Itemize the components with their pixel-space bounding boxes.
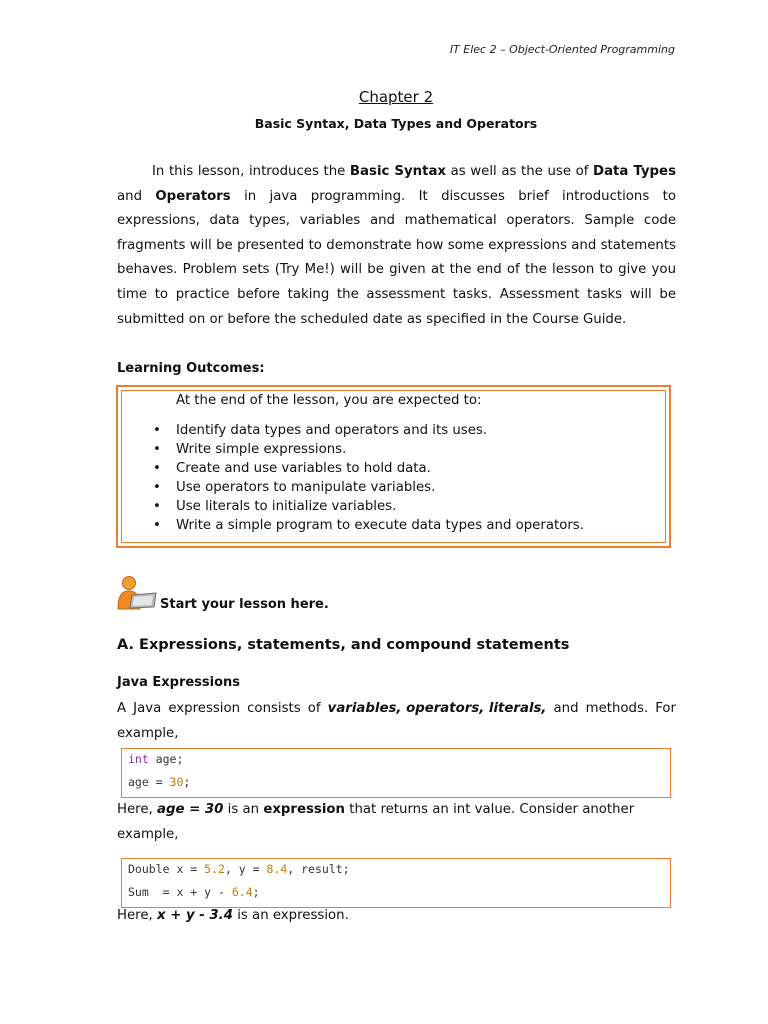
student-laptop-icon bbox=[116, 575, 160, 611]
chapter-subtitle: Basic Syntax, Data Types and Operators bbox=[254, 116, 538, 131]
para-text: is an bbox=[223, 802, 264, 817]
code-text: Double x = bbox=[128, 862, 205, 876]
list-item: • Write a simple program to execute data types and operators. bbox=[150, 516, 584, 535]
code-line bbox=[128, 885, 260, 899]
para-bold-italic-term: x + y - 3.4 bbox=[157, 908, 233, 923]
para-text: Here, bbox=[117, 802, 157, 817]
learning-outcomes-intro: At the end of the lesson, you are expected to: bbox=[176, 393, 482, 408]
code-text: , y = bbox=[224, 862, 267, 876]
learning-outcomes-heading: Learning Outcomes: bbox=[117, 361, 265, 376]
intro-text: in java programming. It discusses brief introductions to expressions, data types, variables and mathematical operators. Sample code fragments will be presented to demonstrate how some expressions and statements behaves. Problem sets (Try Me!) will be given at the end of the lesson to give you time to practice before taking the assessment tasks. Assessment tasks will be submitted on or before the scheduled date as specified in the Course Guide. bbox=[117, 188, 676, 327]
code-line bbox=[128, 775, 190, 789]
para-text: Here, bbox=[117, 908, 157, 923]
list-item: • Create and use variables to hold data. bbox=[150, 459, 584, 478]
para-word: consists bbox=[247, 701, 301, 716]
para-bold-term: expression bbox=[263, 802, 345, 817]
start-lesson-label: Start your lesson here. bbox=[160, 597, 329, 612]
intro-bold-basic-syntax: Basic Syntax bbox=[349, 164, 447, 179]
code-keyword: int bbox=[128, 752, 149, 766]
code-text: ; bbox=[252, 885, 260, 899]
code-text: ; bbox=[183, 775, 191, 789]
para-text: is an expression. bbox=[232, 908, 349, 923]
section-a-heading: A. Expressions, statements, and compound statements bbox=[117, 637, 570, 653]
code-text: Sum = x + y - bbox=[128, 885, 232, 899]
para-bold-italic-term: age = 30 bbox=[157, 802, 224, 817]
code-number: 6.4 bbox=[231, 885, 253, 899]
second-expression-paragraph bbox=[117, 908, 349, 923]
intro-text: as well as the use of bbox=[446, 164, 594, 179]
code-line bbox=[128, 862, 350, 876]
para-word: expression bbox=[168, 701, 241, 716]
para-line: example, bbox=[117, 725, 179, 741]
para-word: and bbox=[553, 701, 579, 716]
expression-explanation-paragraph bbox=[117, 797, 677, 847]
running-header: IT Elec 2 – Object-Oriented Programming bbox=[449, 43, 675, 56]
para-bold-italic-terms: variables, operators, literals, bbox=[327, 701, 547, 716]
java-expression-paragraph bbox=[117, 697, 676, 746]
intro-paragraph bbox=[117, 160, 676, 332]
learning-outcomes-list bbox=[150, 421, 584, 535]
code-text: , result; bbox=[287, 862, 350, 876]
para-word: of bbox=[307, 701, 321, 716]
intro-text: In this lesson, introduces the bbox=[152, 164, 350, 179]
code-block bbox=[121, 858, 671, 908]
para-word: Java bbox=[133, 701, 162, 716]
list-item: • Write simple expressions. bbox=[150, 440, 584, 459]
code-number: 5.2 bbox=[204, 862, 225, 876]
list-item: • Identify data types and operators and its uses. bbox=[150, 421, 584, 440]
para-word: A bbox=[117, 701, 127, 716]
java-expressions-heading: Java Expressions bbox=[117, 675, 241, 690]
intro-bold-operators: Operators bbox=[155, 188, 231, 204]
para-word: methods. bbox=[585, 701, 649, 716]
code-number: 8.4 bbox=[266, 862, 288, 876]
intro-text: and bbox=[117, 188, 156, 204]
intro-bold-data-types: Data Types bbox=[593, 164, 676, 179]
code-text: age = bbox=[128, 775, 170, 789]
list-item: • Use literals to initialize variables. bbox=[150, 497, 584, 516]
code-text: age; bbox=[148, 752, 184, 766]
code-block bbox=[121, 748, 671, 798]
code-line bbox=[128, 752, 183, 766]
chapter-title: Chapter 2 bbox=[358, 88, 434, 106]
list-item: • Use operators to manipulate variables. bbox=[150, 478, 584, 497]
para-word: For bbox=[655, 701, 676, 716]
code-number: 30 bbox=[169, 775, 184, 789]
para-text: that returns an int value. Consider another example, bbox=[117, 802, 635, 842]
